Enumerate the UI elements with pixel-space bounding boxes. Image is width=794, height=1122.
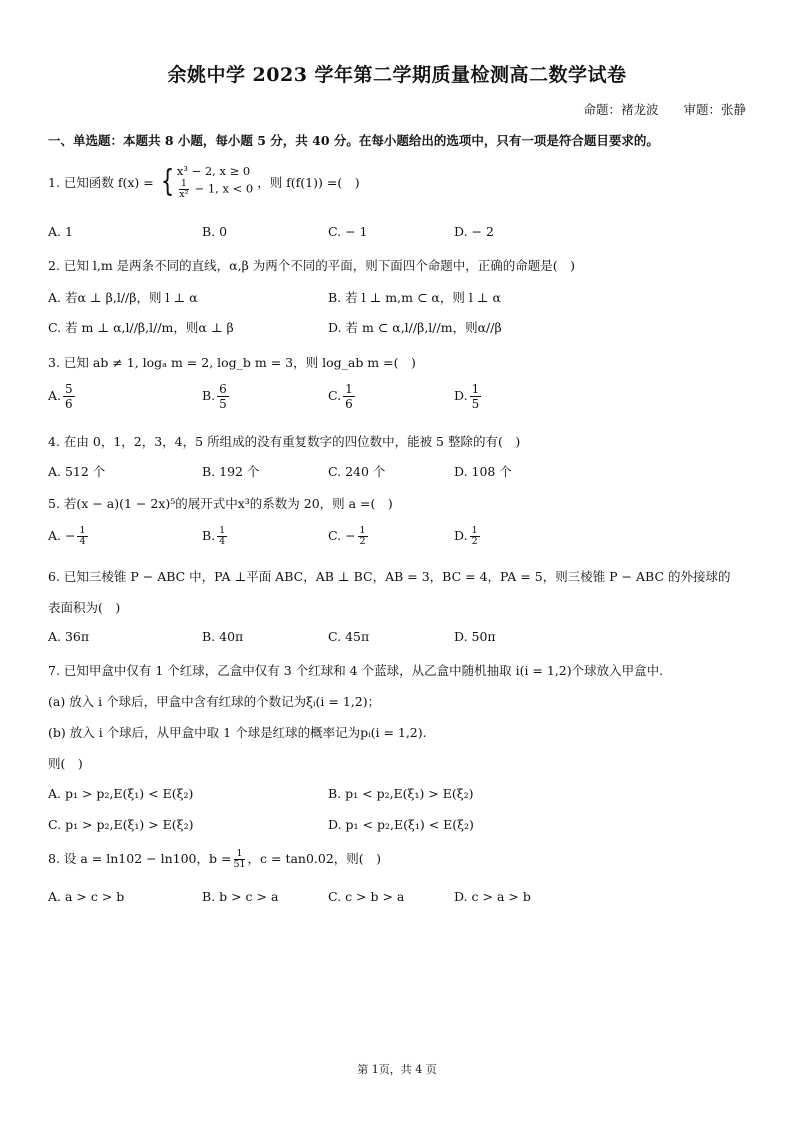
q5-option-a [48,526,90,547]
question-3-stem: 3. 已知 ab ≠ 1, logₐ m = 2, log_b m = 3，则 log_ab m =( ) [48,355,416,370]
q5-option-c [328,526,370,547]
q5-option-d-den: 2 [471,536,478,547]
q3-option-b-den: 5 [219,397,227,411]
q1-case-2-num: 1 [180,178,187,189]
authors-line: 命题：褚龙波 审题：张静 [583,102,746,117]
question-5-stem: 5. 若(x − a)(1 − 2x)⁵的展开式中x³的系数为 20，则 a =( ) [48,496,393,511]
q8-option-a: A. a > c > b [48,889,125,904]
q5-option-d-label: D. [454,528,468,543]
q5-option-a-label: A. − [48,528,76,543]
page-title: 余姚中学 2023 学年第二学期质量检测高二数学试卷 [167,64,627,86]
q3-option-b [202,382,231,411]
q6-option-c: C. 45π [328,629,370,644]
q5-option-c-label: C. − [328,528,356,543]
q3-option-a-label: A. [48,388,62,403]
q2-option-b: B. 若 l ⊥ m,m ⊂ α，则 l ⊥ α [328,290,501,305]
q6-option-b: B. 40π [202,629,244,644]
q1-case-1: x³ − 2, x ≥ 0 [176,164,251,178]
q1-option-c: C. − 1 [328,224,368,239]
q8-b-num: 1 [236,848,243,859]
q5-option-a-num: 1 [79,525,86,536]
q7-option-c: C. p₁ > p₂,E(ξ₁) > E(ξ₂) [48,817,194,832]
q5-option-b-num: 1 [219,525,226,536]
q6-option-a: A. 36π [48,629,90,644]
q7-option-b: B. p₁ < p₂,E(ξ₁) > E(ξ₂) [328,786,474,801]
q8-option-c: C. c > b > a [328,889,405,904]
q2-option-c: C. 若 m ⊥ α,l//β,l//m，则α ⊥ β [48,320,234,335]
q6-option-d: D. 50π [454,629,496,644]
q4-option-b: B. 192 个 [202,464,260,479]
q1-case-2-den: x² [179,189,189,200]
q8-option-b: B. b > c > a [202,889,279,904]
question-2-stem: 2. 已知 l,m 是两条不同的直线，α,β 为两个不同的平面，则下面四个命题中，正确的命题是( ) [48,258,576,273]
q4-option-d: D. 108 个 [454,464,512,479]
q3-option-a-num: 5 [65,382,73,396]
question-6-stem-line-1: 6. 已知三棱锥 P − ABC 中，PA ⊥平面 ABC，AB ⊥ BC，AB = 3，BC = 4，PA = 5，则三棱锥 P − ABC 的外接球的 [48,569,731,584]
q5-option-b-label: B. [202,528,216,543]
q3-option-a [48,382,77,411]
q3-option-b-label: B. [202,388,216,403]
q1-prefix: 1. 已知函数 f(x) = [48,175,154,190]
q5-option-c-den: 2 [359,536,366,547]
q2-option-a: A. 若α ⊥ β,l//β，则 l ⊥ α [48,290,198,305]
q3-option-c-den: 6 [345,397,353,411]
q3-option-d-label: D. [454,388,468,403]
question-7-stem-line-2: (a) 放入 i 个球后，甲盒中含有红球的个数记为ξᵢ(i = 1,2)； [48,694,381,709]
q5-option-a-den: 4 [79,536,86,547]
q3-option-d [454,382,483,411]
question-4-stem: 4. 在由 0，1，2，3，4，5 所组成的没有重复数字的四位数中，能被 5 整除的有( ) [48,434,521,449]
q8-option-d: D. c > a > b [454,889,531,904]
q3-option-c-num: 1 [345,382,353,396]
q3-option-b-num: 6 [219,382,227,396]
q2-option-d: D. 若 m ⊂ α,l//β,l//m，则α//β [328,320,502,335]
question-6-stem-line-2: 表面积为( ) [48,600,121,615]
q1-piecewise [158,164,253,200]
question-1-stem [48,164,360,200]
q3-option-c [328,382,357,411]
question-8-stem [48,849,381,870]
q5-option-d-num: 1 [471,525,478,536]
q5-option-c-num: 1 [359,525,366,536]
q3-option-d-num: 1 [471,382,480,396]
q5-option-b [202,526,229,547]
q1-option-a: A. 1 [48,224,73,239]
q8-suffix: ，c = tan0.02，则( ) [247,851,382,866]
q5-option-b-den: 4 [219,536,226,547]
q8-prefix: 8. 设 a = ln102 − ln100，b = [48,851,232,866]
question-7-stem-line-1: 7. 已知甲盒中仅有 1 个红球，乙盒中仅有 3 个红球和 4 个蓝球，从乙盒中随机抽取 i(i = 1,2)个球放入甲盒中. [48,663,664,678]
question-7-stem-line-4: 则( ) [48,756,83,771]
q4-option-c: C. 240 个 [328,464,386,479]
q5-option-d [454,526,482,547]
q3-option-c-label: C. [328,388,342,403]
q7-option-d: D. p₁ < p₂,E(ξ₁) < E(ξ₂) [328,817,474,832]
q7-option-a: A. p₁ > p₂,E(ξ₁) < E(ξ₂) [48,786,194,801]
question-7-stem-line-3: (b) 放入 i 个球后，从甲盒中取 1 个球是红球的概率记为pᵢ(i = 1,2). [48,725,427,740]
q1-case-2-rest: − 1, x < 0 [190,181,254,196]
section-heading: 一、单选题：本题共 8 小题，每小题 5 分，共 40 分。在每小题给出的选项中，只有一项是符合题目要求的。 [48,133,659,148]
page-footer: 第 1页，共 4 页 [357,1063,437,1076]
q3-option-d-den: 5 [471,397,480,411]
q1-suffix: ，则 f(f(1)) =( ) [257,175,360,190]
left-brace-icon: { [160,164,174,199]
q1-option-b: B. 0 [202,224,228,239]
q3-option-a-den: 6 [65,397,73,411]
q1-option-d: D. − 2 [454,224,494,239]
q4-option-a: A. 512 个 [48,464,106,479]
q8-b-den: 51 [233,859,246,870]
